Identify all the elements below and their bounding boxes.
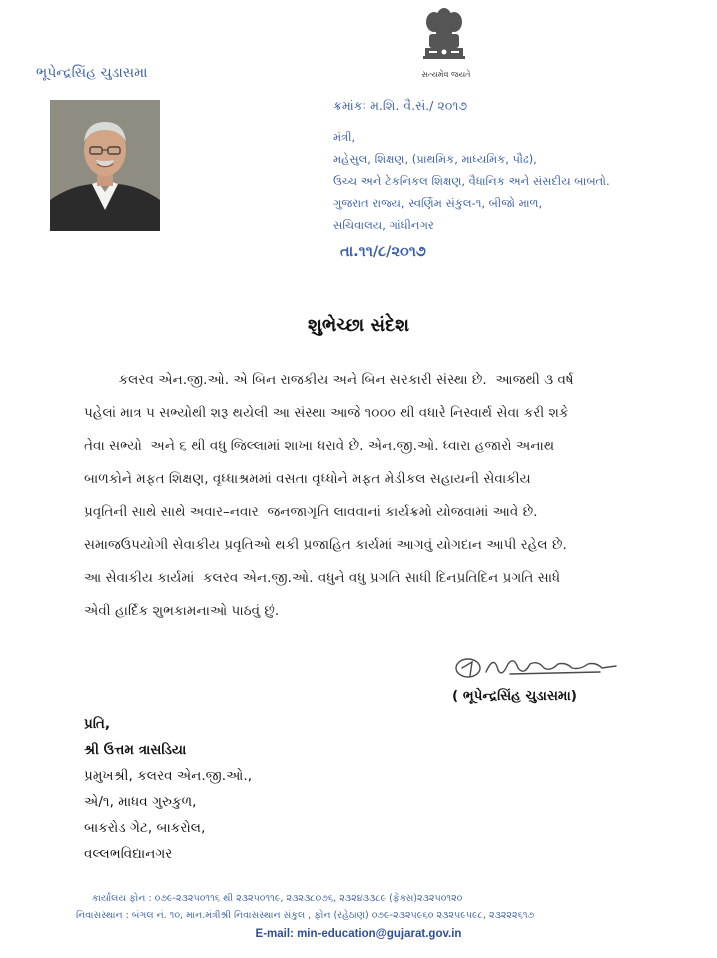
body-line-3: તેવા સભ્યો અને ૬ થી વધુ જિલ્લામાં શાખા ધરાવે છે. એન.જી.ઓ. ધ્વારા હજારો અનાથ xyxy=(84,438,555,454)
handwritten-signature xyxy=(450,650,630,686)
signatory-name: ( ભૂપેન્દ્રસિંહ ચુડાસમા) xyxy=(452,688,577,704)
designation-line-1: મંત્રી, xyxy=(333,130,356,144)
footer-residence: નિવાસસ્થાન : બંગલ નં. ૧૦, માન.મંત્રીશ્રી નિવાસસ્થાન સંકુલ , ફોન (રહેઠાણ) ૦૭૯-૨૩૨૫૯૬૦ ૨૩૨૫૯૫૯૮, ૨૩૨૨૨૬૧૭ xyxy=(76,910,535,921)
recipient-address-line-2: એ/૧, માધવ ગુરુકુળ, xyxy=(84,794,197,810)
body-line-7: આ સેવાકીય કાર્યમાં કલરવ એન.જી.ઓ. વધુને વધુ પ્રગતિ સાધી દિનપ્રતિદિન પ્રગતિ સાધે xyxy=(84,570,561,586)
body-line-8: એવી હાર્દિક શુભકામનાઓ પાઠવું છું. xyxy=(84,603,280,619)
recipient-address-line-3: બાકરોડ ગેટ, બાકરોલ, xyxy=(84,820,206,836)
letter-date: તા.૧૧/૮/૨૦૧૭ xyxy=(340,244,426,260)
designation-line-4: ગુજરાત રાજ્ય, સ્વર્ણિમ સંકુલ-૧, બીજો માળ, xyxy=(333,196,543,210)
minister-name: ભૂપેન્દ્રસિંહ ચુડાસમા xyxy=(36,65,148,81)
letter-title: શુભેચ્છા સંદેશ xyxy=(307,315,410,336)
minister-photo xyxy=(50,100,160,231)
designation-line-3: ઉચ્ચ અને ટેકનિકલ શિક્ષણ, વૈધાનિક અને સંસદીય બાબતો. xyxy=(333,174,610,188)
recipient-address-line-4: વલ્લભવિદ્યાનગર xyxy=(84,846,173,862)
body-line-4: બાળકોને મફત શિક્ષણ, વૃધ્ધાશ્રમમાં વસતા વૃધ્ધોને મફત મેડીકલ સહાયની સેવાકીય xyxy=(84,471,531,487)
designation-line-2: મહેસુલ, શિક્ષણ, (પ્રાથમિક, માધ્યમિક, પૌઢ), xyxy=(333,152,537,166)
body-line-5: પ્રવૃતિની સાથે સાથે અવાર–નવાર જનજાગૃતિ લાવવાનાં કાર્યક્રમો યોજવામાં આવે છે. xyxy=(84,504,538,520)
national-emblem-icon xyxy=(413,6,475,80)
reference-number: ક્રમાંકઃ મ.શિ. વૈ.સં./ ૨૦૧૭ xyxy=(333,98,468,113)
body-line-1: કલરવ એન.જી.ઓ. એ બિન રાજકીય અને બિન સરકારી સંસ્થા છે. આજથી ૩ વર્ષ xyxy=(84,372,574,388)
footer-office-phone: કાર્યાલય ફોન : ૦૭૯-૨૩૨૫૦૧૧૬ થી ૨૩૨૫૦૧૧૯, ૨૩૨૩૮૦૭૬, ૨૩૨૪૩૩૮૯ (ફેક્સ)૨૩૨૫૦૧૨૦ xyxy=(92,893,463,904)
recipient-name: શ્રી ઉત્તમ ત્રાસડિયા xyxy=(84,742,187,758)
designation-line-5: સચિવાલય, ગાંધીનગર xyxy=(333,218,434,232)
emblem-motto: સત્યમેવ જયતે xyxy=(421,70,471,79)
recipient-to-label: પ્રતિ, xyxy=(84,716,111,732)
footer-email-link[interactable]: E-mail: min-education@gujarat.gov.in xyxy=(255,928,462,940)
body-line-6: સમાજઉપયોગી સેવાકીય પ્રવૃતિઓ થકી પ્રજાહિત કાર્યમાં આગવું યોગદાન આપી રહેલ છે. xyxy=(84,537,567,553)
recipient-address-line-1: પ્રમુખશ્રી, કલરવ એન.જી.ઓ., xyxy=(84,768,253,784)
body-line-2: પહેલાં માત્ર ૫ સભ્યોથી શરૂ થયેલી આ સંસ્થા આજે ૧૦૦૦ થી વધારે નિસ્વાર્થ સેવા કરી શકે xyxy=(84,405,569,421)
